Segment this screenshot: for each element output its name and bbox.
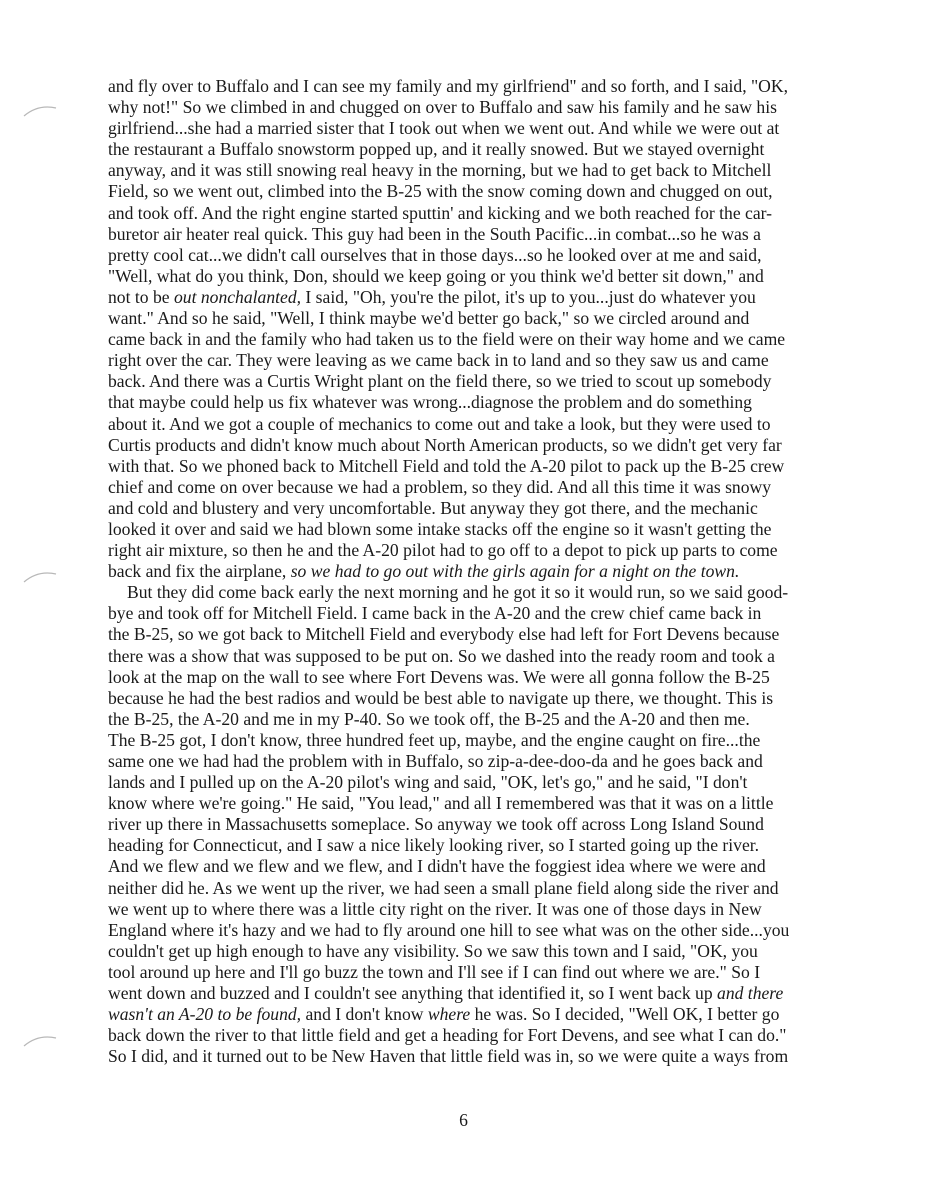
page-number: 6 (459, 1110, 468, 1130)
text-segment: the B-25, so we got back to Mitchell Field and everybody else had left for Fort Devens because (108, 624, 780, 645)
text-line (108, 266, 824, 287)
text-line (108, 435, 824, 456)
text-line (108, 561, 824, 582)
text-line (108, 624, 824, 645)
text-segment: right over the car. They were leaving as we came back in to land and so they saw us and came (108, 350, 769, 371)
text-line (108, 118, 824, 139)
text-line (108, 688, 824, 709)
text-segment: because he had the best radios and would be best able to navigate up there, we thought. This is (108, 687, 774, 708)
text-segment: So I did, and it turned out to be New Haven that little field was in, so we were quite a ways from (108, 1046, 789, 1067)
text-segment: back and fix the airplane, (108, 561, 291, 582)
text-line (108, 814, 824, 835)
text-line (108, 392, 824, 413)
text-line (108, 793, 824, 814)
text-line (108, 477, 824, 498)
text-line (108, 856, 824, 877)
text-segment: girlfriend...she had a married sister that I took out when we went out. And while we were out at (108, 118, 780, 139)
text-line (108, 160, 824, 181)
text-line (108, 308, 824, 329)
text-line (108, 414, 824, 435)
text-line (108, 772, 824, 793)
italic-text: so we had to go out with the girls again for a night on the town. (290, 561, 740, 582)
text-line (108, 519, 824, 540)
text-line (108, 835, 824, 856)
body-text (108, 76, 824, 1067)
text-line (108, 1025, 824, 1046)
text-line (108, 224, 824, 245)
text-segment: went down and buzzed and I couldn't see anything that identified it, so I went back up (108, 983, 718, 1004)
text-segment: back down the river to that little field and get a heading for Fort Devens, and see what I can do." (108, 1025, 787, 1046)
text-segment: and took off. And the right engine started sputtin' and kicking and we both reached for the car- (108, 202, 773, 223)
text-segment: why not!" So we climbed in and chugged on over to Buffalo and saw his family and he saw his (108, 97, 777, 118)
text-segment: looked it over and said we had blown some intake stacks off the engine so it wasn't getting the (108, 518, 772, 539)
text-segment: couldn't get up high enough to have any visibility. So we saw this town and I said, "OK, you (108, 940, 758, 961)
text-segment: But they did come back early the next morning and he got it so it would run, so we said good- (127, 582, 789, 603)
text-line (108, 962, 824, 983)
text-line (108, 203, 824, 224)
text-line (108, 878, 824, 899)
text-segment: pretty cool cat...we didn't call ourselves that in those days...so he looked over at me and said, (108, 244, 762, 265)
text-segment: and fly over to Buffalo and I can see my family and my girlfriend" and so forth, and I said, "OK, (108, 76, 788, 96)
text-line (108, 350, 824, 371)
text-segment: back. And there was a Curtis Wright plant on the field there, so we tried to scout up somebody (108, 371, 772, 392)
text-segment: I said, "Oh, you're the pilot, it's up to you...just do whatever you (301, 286, 756, 307)
text-line (108, 983, 824, 1004)
text-line (108, 498, 824, 519)
italic-text: where (427, 1004, 471, 1025)
text-line (108, 181, 824, 202)
text-line (108, 920, 824, 941)
text-segment: that maybe could help us fix whatever was wrong...diagnose the problem and do something (108, 392, 752, 413)
text-segment: bye and took off for Mitchell Field. I came back in the A-20 and the crew chief came back in (108, 603, 762, 624)
text-segment: about it. And we got a couple of mechanics to come out and take a look, but they were used to (108, 413, 771, 434)
text-segment: the B-25, the A-20 and me in my P-40. So we took off, the B-25 and the A-20 and then me. (108, 708, 750, 729)
text-segment: same one we had had the problem with in Buffalo, so zip-a-dee-doo-da and he goes back and (108, 751, 763, 771)
text-segment: know where we're going." He said, "You lead," and all I remembered was that it was on a little (108, 793, 774, 814)
text-line (108, 245, 824, 266)
text-line (108, 603, 824, 624)
text-segment: Field, so we went out, climbed into the B-25 with the snow coming down and chugged on out, (108, 181, 773, 202)
text-segment: anyway, and it was still snowing real heavy in the morning, but we had to get back to Mitchell (108, 160, 772, 181)
text-line (108, 329, 824, 350)
text-segment: with that. So we phoned back to Mitchell Field and told the A-20 pilot to pack up the B-25 crew (108, 455, 785, 476)
text-line (108, 76, 824, 97)
binder-hole-mark (22, 570, 58, 584)
text-line (108, 456, 824, 477)
text-line (108, 139, 824, 160)
text-segment: tool around up here and I'll go buzz the town and I'll see if I can find out where we are." So I (108, 961, 761, 982)
text-segment: Curtis products and didn't know much about North American products, so we didn't get very far (108, 434, 782, 455)
binder-hole-mark (22, 104, 58, 118)
text-segment: and cold and blustery and very uncomfortable. But anyway they got there, and the mechanic (108, 497, 758, 518)
text-segment: The B-25 got, I don't know, three hundred feet up, maybe, and the engine caught on fire...the (108, 729, 761, 750)
text-segment: right air mixture, so then he and the A-20 pilot had to go off to a depot to pick up parts to come (108, 540, 778, 561)
text-segment: heading for Connecticut, and I saw a nice likely looking river, so I started going up the river. (108, 835, 760, 856)
text-line (108, 941, 824, 962)
binder-hole-mark (22, 1034, 58, 1048)
text-line (108, 1046, 824, 1067)
text-line (108, 751, 824, 772)
text-line (108, 667, 824, 688)
text-line (108, 287, 824, 308)
text-line (108, 371, 824, 392)
text-line (108, 1004, 824, 1025)
text-line (108, 582, 824, 603)
text-line (108, 97, 824, 118)
text-line (108, 730, 824, 751)
text-segment: England where it's hazy and we had to fly around one hill to see what was on the other side...you (108, 919, 790, 940)
text-line (108, 646, 824, 667)
text-line (108, 709, 824, 730)
text-segment: And we flew and we flew and we flew, and I didn't have the foggiest idea where we were and (108, 856, 766, 877)
text-segment: not to be (108, 286, 174, 307)
text-segment: "Well, what do you think, Don, should we keep going or you think we'd better sit down," and (108, 265, 764, 286)
text-segment: chief and come on over because we had a problem, so they did. And all this time it was snowy (108, 476, 772, 497)
text-line (108, 540, 824, 561)
text-segment: he was. So I decided, "Well OK, I better go (470, 1004, 780, 1025)
text-segment: we went up to where there was a little city right on the river. It was one of those days in New (108, 898, 762, 919)
italic-text: wasn't an A-20 to be found, (108, 1004, 302, 1025)
text-segment: and I don't know (301, 1004, 428, 1025)
text-segment: came back in and the family who had taken us to the field were on their way home and we came (108, 329, 786, 350)
text-segment: neither did he. As we went up the river, we had seen a small plane field along side the river and (108, 877, 779, 898)
text-line (108, 899, 824, 920)
italic-text: and there (717, 983, 784, 1004)
text-segment: buretor air heater real quick. This guy had been in the South Pacific...in combat...so he was a (108, 223, 761, 244)
text-segment: want." And so he said, "Well, I think maybe we'd better go back," so we circled around and (108, 308, 750, 329)
text-segment: there was a show that was supposed to be put on. So we dashed into the ready room and took a (108, 645, 775, 666)
text-segment: river up there in Massachusetts someplace. So anyway we took off across Long Island Sound (108, 814, 764, 835)
italic-text: out nonchalanted, (173, 286, 302, 307)
text-segment: lands and I pulled up on the A-20 pilot's wing and said, "OK, let's go," and he said, "I don't (108, 772, 748, 793)
text-segment: look at the map on the wall to see where Fort Devens was. We were all gonna follow the B-25 (108, 666, 770, 687)
text-segment: the restaurant a Buffalo snowstorm popped up, and it really snowed. But we stayed overnight (108, 139, 765, 160)
